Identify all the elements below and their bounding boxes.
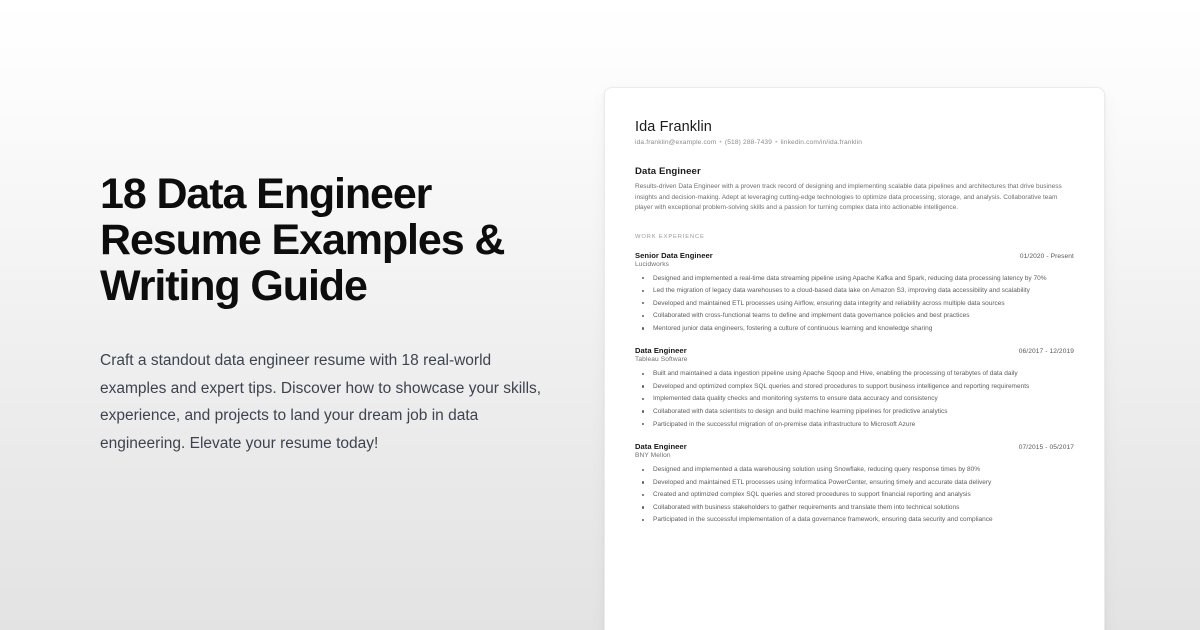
contact-phone: (518) 288-7439 — [724, 139, 773, 146]
job-bullet: Participated in the successful migration of on-premise data infrastructure to Microsoft Azure — [635, 419, 1074, 431]
job-bullet: Collaborated with data scientists to design and build machine learning pipelines for predictive analytics — [635, 406, 1074, 418]
page-title: 18 Data Engineer Resume Examples & Writing Guide — [100, 170, 505, 310]
job-bullet: Collaborated with business stakeholders to gather requirements and translate them into technical solutions — [635, 502, 1074, 514]
contact-separator-2: • — [775, 139, 778, 146]
resume-role-title: Data Engineer — [635, 166, 701, 177]
job-dates: 06/2017 - 12/2019 — [1018, 348, 1074, 356]
job-bullet-list — [635, 464, 1074, 526]
contact-email: ida.franklin@example.com — [635, 139, 717, 146]
resume-candidate-name: Ida Franklin — [635, 119, 712, 135]
job-title: Senior Data Engineer — [635, 250, 713, 260]
resume-contact-line — [635, 139, 1074, 146]
job-title: Data Engineer — [635, 442, 687, 452]
resume-summary: Results-driven Data Engineer with a proven track record of designing and implementing scalable data pipelines and architectures that drive business insights and decision-making. Adept at leveraging cutting-edge technologies to optimize data processing, storage, and analysis. Collaborative team player with exceptional problem-solving skills and a passion for turning complex data into actionable intelligence. — [635, 183, 1062, 212]
job-header — [635, 346, 1074, 355]
job-header — [635, 442, 1074, 451]
job-company: Tableau Software — [635, 356, 688, 364]
contact-linkedin: linkedin.com/in/ida.franklin — [780, 139, 863, 146]
job-bullet: Created and optimized complex SQL queries and stored procedures to support financial reporting and analysis — [635, 489, 1074, 501]
resume-preview-card[interactable] — [604, 87, 1105, 630]
work-experience-entry — [635, 251, 1074, 335]
job-bullet: Mentored junior data engineers, fostering a culture of continuous learning and knowledge sharing — [635, 323, 1074, 335]
work-experience-entry — [635, 346, 1074, 430]
job-bullet: Participated in the successful implementation of a data governance framework, ensuring data security and compliance — [635, 514, 1074, 526]
work-experience-entry — [635, 442, 1074, 526]
job-dates: 07/2015 - 05/2017 — [1018, 444, 1074, 452]
hero-description: Craft a standout data engineer resume with 18 real-world examples and expert tips. Discover how to showcase your skills, experience, and projects to land your dream job in data engineering. Elevate your resume today! — [100, 352, 542, 452]
contact-separator-1: • — [719, 139, 722, 146]
job-bullet: Built and maintained a data ingestion pipeline using Apache Sqoop and Hive, enabling the processing of terabytes of data daily — [635, 368, 1074, 380]
job-header — [635, 251, 1074, 260]
job-company: BNY Mellon — [635, 452, 671, 460]
job-bullet: Developed and optimized complex SQL queries and stored procedures to support business intelligence and reporting requirements — [635, 381, 1074, 393]
job-dates: 01/2020 - Present — [1019, 252, 1074, 260]
resume-section-label-work-experience: WORK EXPERIENCE — [635, 233, 705, 240]
job-bullet: Implemented data quality checks and monitoring systems to ensure data accuracy and consistency — [635, 393, 1074, 405]
job-bullet: Developed and maintained ETL processes using Airflow, ensuring data integrity and reliability across multiple data sources — [635, 298, 1074, 310]
job-title: Data Engineer — [635, 346, 687, 356]
hero-text-column — [100, 0, 560, 630]
job-bullet: Led the migration of legacy data warehouses to a cloud-based data lake on Amazon S3, improving data accessibility and scalability — [635, 285, 1074, 297]
job-bullet: Designed and implemented a real-time data streaming pipeline using Apache Kafka and Spark, reducing data processing latency by 70% — [635, 273, 1074, 285]
job-bullet: Developed and maintained ETL processes using Informatica PowerCenter, ensuring timely and accurate data delivery — [635, 477, 1074, 489]
job-company: Lucidworks — [635, 260, 669, 268]
job-bullet-list — [635, 273, 1074, 335]
job-bullet: Designed and implemented a data warehousing solution using Snowflake, reducing query response times by 80% — [635, 464, 1074, 476]
job-bullet-list — [635, 368, 1074, 430]
job-bullet: Collaborated with cross-functional teams to define and implement data governance policies and best practices — [635, 310, 1074, 322]
